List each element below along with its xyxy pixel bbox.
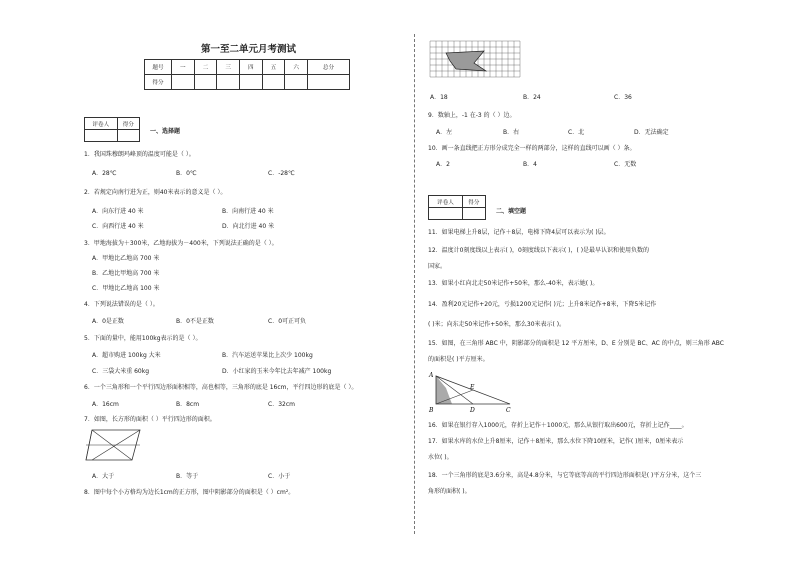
- option[interactable]: A．大于: [92, 473, 115, 480]
- grader-input[interactable]: [429, 208, 463, 220]
- option[interactable]: B．8cm: [176, 401, 200, 408]
- question-text: 角形的面积( )。: [428, 488, 471, 495]
- option[interactable]: C．三袋大米重 60kg: [92, 368, 150, 375]
- grader-score-label: 得分: [117, 118, 139, 130]
- score-cell: 题号: [145, 60, 172, 75]
- question-text: 17．如果水库的水位上升8厘米，记作＋8厘米，那么水位下降10厘米，记作( )厘米，0厘米表示: [428, 438, 684, 445]
- score-input-cell[interactable]: [217, 75, 240, 90]
- vertex-label-c: C: [506, 407, 511, 414]
- question-text: 的面积是( )平方厘米。: [428, 356, 489, 363]
- vertex-label-d: D: [470, 407, 475, 414]
- grader-box: [428, 195, 486, 220]
- option[interactable]: C．0可正可负: [268, 318, 307, 325]
- question-text: 4．下列说法错误的是（ ）。: [84, 301, 159, 308]
- question-text: 2．若规定向南行进为正，则40米表示的意义是（ ）。: [84, 189, 227, 196]
- page-title: 第一至二单元月考测试: [201, 44, 297, 55]
- option[interactable]: D．小红家的玉米今年比去年减产 100kg: [222, 368, 332, 375]
- question-text: 9．数轴上，-1 在-3 的（ ）边。: [428, 112, 516, 119]
- option[interactable]: A．16cm: [92, 401, 119, 408]
- score-input-cell[interactable]: [285, 75, 308, 90]
- option[interactable]: C．36: [614, 94, 632, 101]
- option[interactable]: B．等于: [176, 473, 199, 480]
- score-table: [144, 59, 350, 90]
- score-cell: 五: [262, 60, 285, 75]
- option[interactable]: A．甲地比乙地高 700 米: [92, 255, 160, 262]
- option[interactable]: D．向北行进 40 米: [222, 223, 275, 230]
- option[interactable]: A．超市购进 100kg 大米: [92, 352, 161, 359]
- question-text: 水位( )。: [428, 454, 453, 461]
- vertex-label-a: A: [429, 372, 434, 379]
- option[interactable]: C．甲地比乙地高 100 米: [92, 285, 160, 292]
- grader-box: [84, 117, 140, 142]
- question-text: 14．盈利20元记作+20元，亏损1200元记作( )元；上升8米记作+8米，下降5米记作: [428, 301, 657, 308]
- option[interactable]: B．右: [503, 129, 520, 136]
- grader-input[interactable]: [85, 130, 118, 142]
- parallelogram-rectangle-figure: [84, 428, 144, 464]
- option[interactable]: A．左: [436, 129, 453, 136]
- vertex-label-b: B: [429, 407, 434, 414]
- score-input-cell[interactable]: [262, 75, 285, 90]
- option[interactable]: A．18: [430, 94, 448, 101]
- grader-input[interactable]: [462, 208, 485, 220]
- option[interactable]: C．无数: [614, 161, 637, 168]
- question-text: 7．如图，长方形的面积（ ）平行四边形的面积。: [84, 416, 216, 423]
- score-cell: 四: [240, 60, 263, 75]
- option[interactable]: C．北: [568, 129, 585, 136]
- option[interactable]: B．乙地比甲地高 700 米: [92, 270, 160, 277]
- triangle-abc-figure: [426, 370, 516, 414]
- option[interactable]: B．向南行进 40 米: [222, 208, 274, 215]
- question-text: 12．温度计0刻度线以上表示( )，0刻度线以下表示( )，( )是最早认识和使用负数的: [428, 247, 650, 254]
- option[interactable]: C．-28℃: [268, 170, 295, 177]
- vertex-label-e: E: [470, 384, 475, 391]
- question-text: 1．我国珠穆朗玛峰顶的温度可能是（ ）。: [84, 151, 195, 158]
- option[interactable]: C．小于: [268, 473, 291, 480]
- grader-input[interactable]: [117, 130, 139, 142]
- question-text: 15．如图，在三角形 ABC 中，阴影部分的面积是 12 平方厘米，D、E 分别是 BC、AC 的中点，则三角形 ABC: [428, 340, 724, 347]
- option[interactable]: A．2: [436, 161, 450, 168]
- score-input-cell[interactable]: [172, 75, 195, 90]
- grader-label: 评卷人: [429, 196, 463, 208]
- question-text: 18．一个三角形的底是3.6分米，高是4.8分米，与它等底等高的平行四边形面积是( )平方分米，这个三: [428, 472, 702, 479]
- question-text: 国家。: [428, 263, 447, 270]
- option[interactable]: B．0不是正数: [176, 318, 214, 325]
- question-text: ( )米；向东走50米记作+50米，那么30米表示( )。: [428, 321, 566, 328]
- option[interactable]: B．24: [523, 94, 541, 101]
- score-cell: 二: [194, 60, 217, 75]
- option[interactable]: A．28℃: [92, 170, 117, 177]
- option[interactable]: B．汽车运送苹果比上次少 100kg: [222, 352, 313, 359]
- grid-figure: [430, 41, 520, 82]
- option[interactable]: B．4: [523, 161, 537, 168]
- score-cell: 总分: [308, 60, 350, 75]
- grader-score-label: 得分: [462, 196, 485, 208]
- score-cell: 一: [172, 60, 195, 75]
- question-text: 10．画一条直线把正方形分成完全一样的两部分，这样的直线可以画（ ）条。: [428, 145, 636, 152]
- score-cell: 得分: [145, 75, 172, 90]
- score-input-cell[interactable]: [240, 75, 263, 90]
- option[interactable]: B．0℃: [176, 170, 197, 177]
- grader-label: 评卷人: [85, 118, 118, 130]
- question-text: 5．下面的量中，能用100kg表示的是（ ）。: [84, 335, 202, 342]
- score-cell: 六: [285, 60, 308, 75]
- question-text: 13．如果小红向北走50米记作+50米，那么-40米，表示她( )。: [428, 280, 599, 287]
- section-heading: 一、选择题: [150, 128, 181, 135]
- question-text: 6．一个三角形和一个平行四边形面积相等，高也相等，三角形的底是 16cm，平行四边形的底是（ ）。: [84, 384, 358, 391]
- score-cell: 三: [217, 60, 240, 75]
- question-text: 8．图中每个小方格均为边长1cm的正方形，图中阴影部分的面积是（ ）cm²。: [84, 489, 295, 496]
- question-text: 3．甲地海拔为＋300米，乙地海拔为－400米，下列说法正确的是（ ）。: [84, 240, 278, 247]
- score-input-cell[interactable]: [194, 75, 217, 90]
- score-input-cell[interactable]: [308, 75, 350, 90]
- option[interactable]: A．向东行进 40 米: [92, 208, 144, 215]
- section-heading: 二、填空题: [496, 208, 527, 215]
- option[interactable]: A．0是正数: [92, 318, 124, 325]
- option[interactable]: C．向西行进 40 米: [92, 223, 144, 230]
- column-divider: [414, 34, 415, 534]
- option[interactable]: C．32cm: [268, 401, 295, 408]
- question-text: 11．如果电梯上升8层，记作＋8层，电梯下降4层可以表示为( )层。: [428, 229, 610, 236]
- question-text: 16．如果在银行存入1000元，存折上记作＋1000元，那么从银行取出600元，存折上记作____。: [428, 422, 688, 429]
- option[interactable]: D．无法确定: [634, 129, 669, 136]
